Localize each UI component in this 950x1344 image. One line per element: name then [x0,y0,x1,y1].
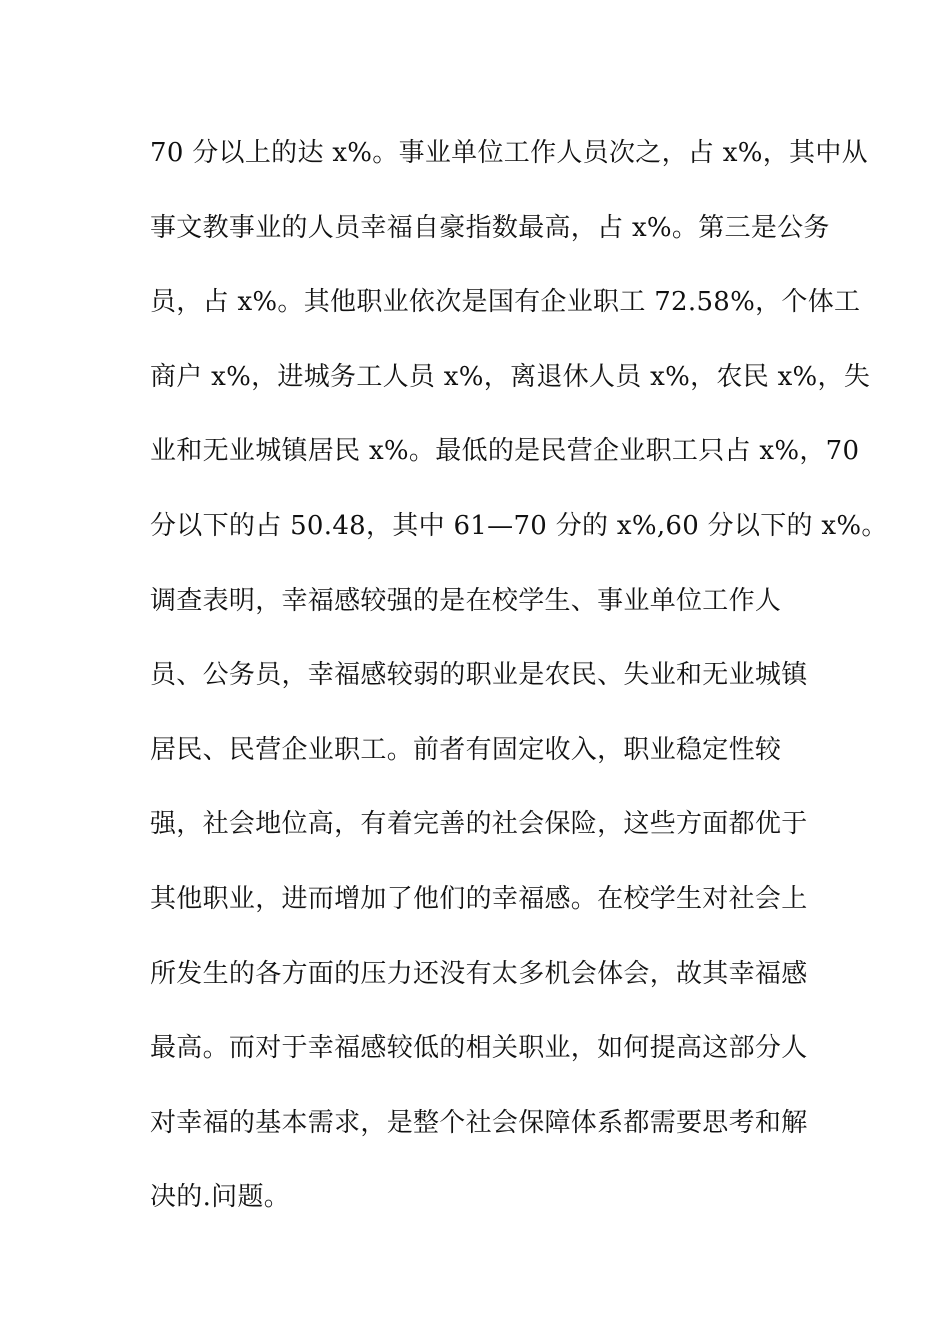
text-line: 强，社会地位高，有着完善的社会保险，这些方面都优于 [150,809,808,840]
text-line: 商户 x%，进城务工人员 x%，离退休人员 x%，农民 x%，失 [150,361,871,392]
body-text [150,128,888,1247]
text-line: 决的.问题。 [150,1182,291,1213]
text-line: 其他职业，进而增加了他们的幸福感。在校学生对社会上 [150,883,808,914]
text-line: 对幸福的基本需求，是整个社会保障体系都需要思考和解 [150,1107,808,1138]
text-line: 居民、民营企业职工。前者有固定收入，职业稳定性较 [150,734,782,765]
text-line: 业和无业城镇居民 x%。最低的是民营企业职工只占 x%，70 [150,436,860,467]
text-line: 最高。而对于幸福感较低的相关职业，如何提高这部分人 [150,1033,808,1064]
text-line: 调查表明，幸福感较强的是在校学生、事业单位工作人 [150,585,782,616]
text-line: 事文教事业的人员幸福自豪指数最高，占 x%。第三是公务 [150,212,830,243]
text-line: 员、公务员，幸福感较弱的职业是农民、失业和无业城镇 [150,660,808,691]
text-line: 员，占 x%。其他职业依次是国有企业职工 72.58%，个体工 [150,287,861,318]
text-line: 所发生的各方面的压力还没有太多机会体会，故其幸福感 [150,958,808,989]
text-line: 分以下的占 50.48，其中 61—70 分的 x%,60 分以下的 x%。 [150,510,888,541]
text-line: 70 分以上的达 x%。事业单位工作人员次之，占 x%，其中从 [150,138,868,168]
